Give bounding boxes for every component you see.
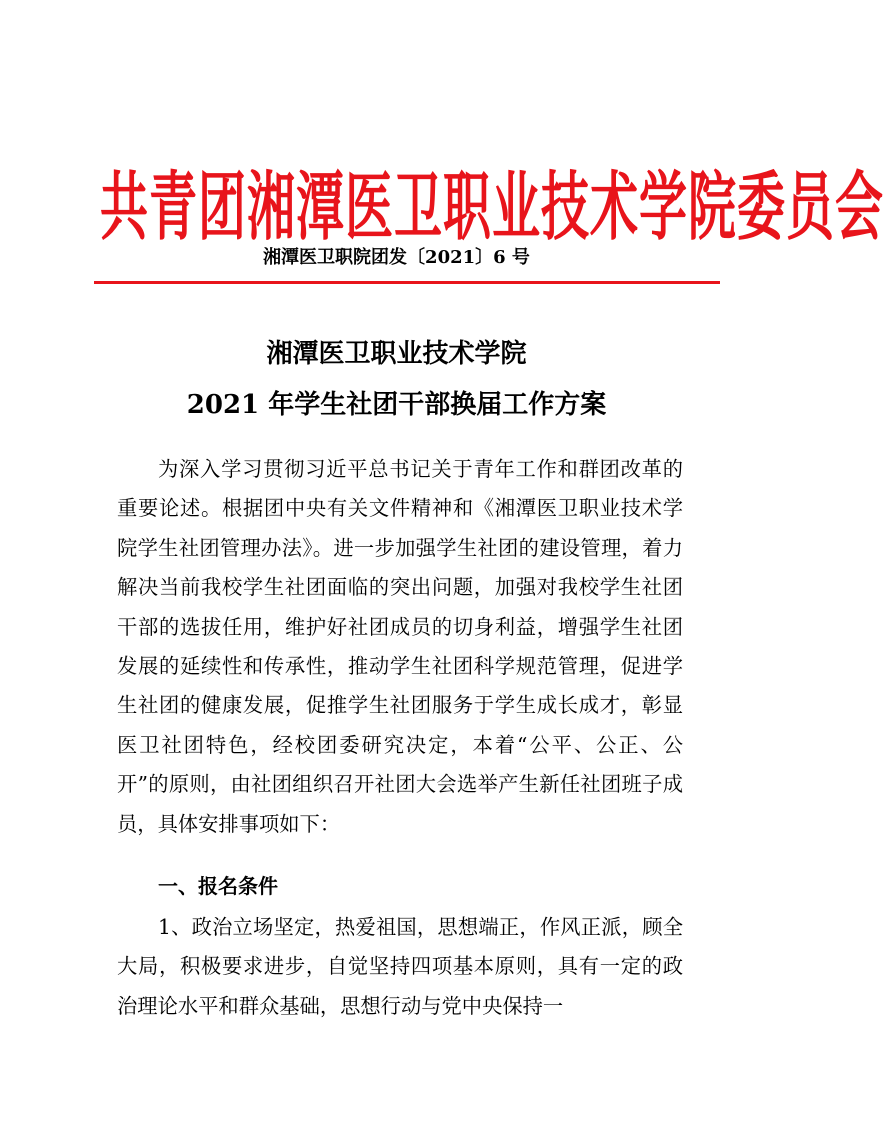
document-title-line1: 湘潭医卫职业技术学院 (266, 339, 527, 369)
section-heading-registration: 一、报名条件 (158, 874, 278, 898)
section1-item1-paragraph: 1、政治立场坚定，热爱祖国，思想端正，作风正派，顾全大局，积极要求进步，自觉坚持四项基本原则，具有一定的政治理论水平和群众基础，思想行动与党中央保持一 (117, 915, 683, 1018)
intro-paragraph: 为深入学习贯彻习近平总书记关于青年工作和群团改革的重要论述。根据团中央有关文件精神和《湘潭医卫职业技术学院学生社团管理办法》。进一步加强学生社团的建设管理，着力解决当前我校学生社团面临的突出问题，加强对我校学生社团干部的选拔任用，维护好社团成员的切身利益，增强学生社团发展的延续性和传承性，推动学生社团科学规范管理，促进学生社团的健康发展，促推学生社团服务于学生成长成才，彰显医卫社团特色，经校团委研究决定，本着“公平、公正、公开”的原则，由社团组织召开社团大会选举产生新任社团班子成员，具体安排事项如下： (117, 457, 683, 836)
red-divider-line (94, 281, 720, 284)
document-title-line2: 2021 年学生社团干部换届工作方案 (186, 390, 607, 420)
organization-header: 共青团湘潭医卫职业技术学院委员会 (100, 164, 884, 252)
document-number: 湘潭医卫职院团发〔2021〕6 号 (263, 247, 530, 268)
